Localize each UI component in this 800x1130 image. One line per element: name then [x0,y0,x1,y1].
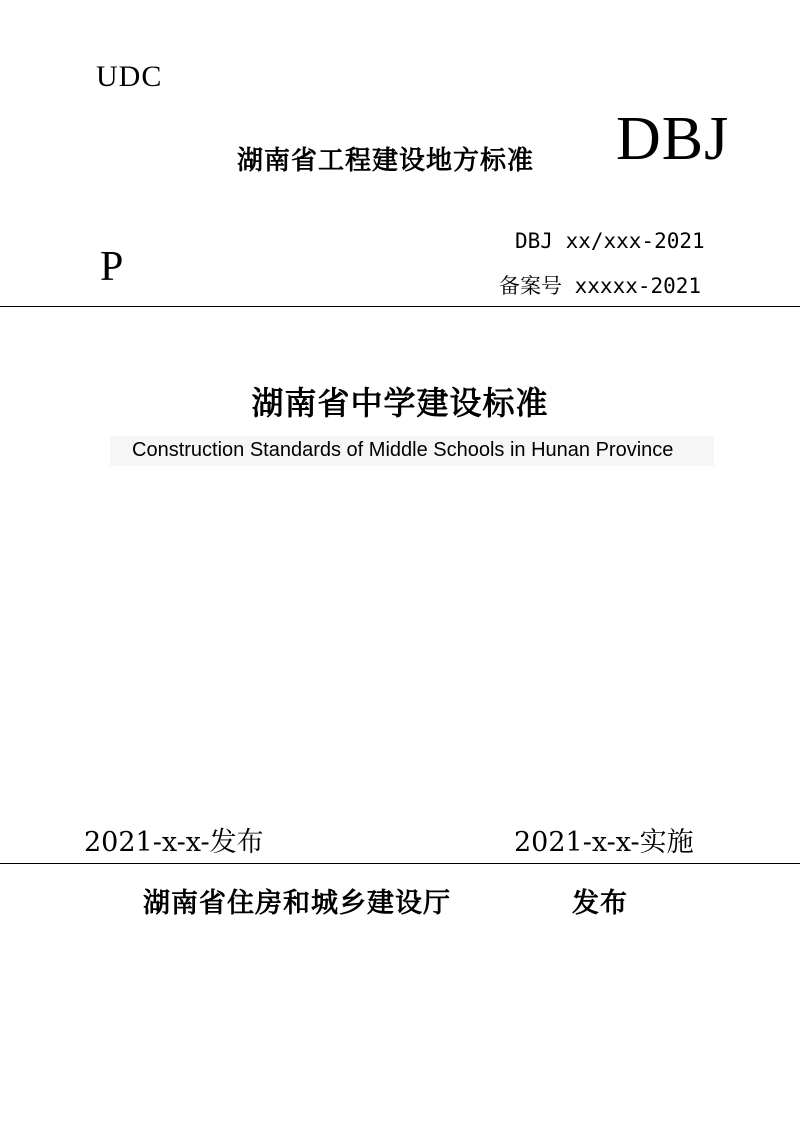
document-title: 湖南省中学建设标准 [251,384,549,422]
code-badge: DBJ [616,105,730,173]
top-divider [0,306,800,307]
english-title-box [110,436,714,466]
category-code: P [100,244,124,290]
bottom-divider [0,863,800,864]
publish-date: 2021-x-x-发布 [84,827,264,858]
udc-label: UDC [96,60,163,93]
standard-series: 湖南省工程建设地方标准 [237,146,535,176]
issuing-authority: 湖南省住房和城乡建设厅 [143,888,451,919]
implement-date: 2021-x-x-实施 [514,827,694,858]
record-number: 备案号 xxxxx-2021 [499,274,702,298]
standard-number: DBJ xx/xxx-2021 [515,229,705,253]
english-title: Construction Standards of Middle Schools in Hunan Province [132,439,674,461]
issue-label: 发布 [572,888,628,919]
